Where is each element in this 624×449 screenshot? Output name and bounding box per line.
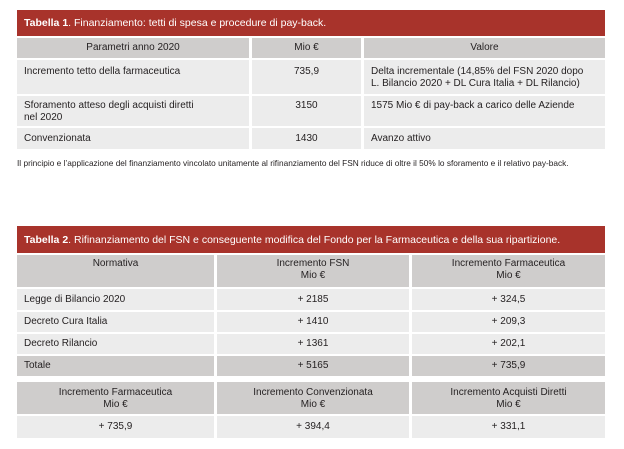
table-2-total-row bbox=[17, 354, 605, 376]
table-1-cell-mio: 3150 bbox=[249, 96, 361, 126]
table-2 bbox=[17, 226, 605, 376]
table-2-cell-farm: + 202,1 bbox=[409, 334, 605, 354]
breakdown-header-farm-unit: Mio € bbox=[103, 399, 128, 410]
table-1-title bbox=[17, 10, 605, 36]
breakdown-header-diretti-unit: Mio € bbox=[496, 399, 521, 410]
table-2-header-farm-unit: Mio € bbox=[496, 270, 521, 281]
table-1-title-bold: Tabella 1 bbox=[24, 17, 69, 29]
breakdown-header-conv-unit: Mio € bbox=[300, 399, 326, 410]
table-2-title bbox=[17, 226, 605, 253]
table-2-cell-norm: Decreto Rilancio bbox=[17, 334, 214, 354]
table-2-title-bold: Tabella 2 bbox=[24, 234, 69, 246]
table-2-cell-fsn: + 1410 bbox=[214, 312, 409, 332]
table-2-breakdown-header bbox=[17, 382, 605, 414]
breakdown-header-diretti-label: Incremento Acquisti Diretti bbox=[450, 387, 567, 398]
table-2-header-farm bbox=[409, 255, 605, 287]
table-2-header-farm-label: Incremento Farmaceutica bbox=[451, 258, 566, 269]
table-1-header-param: Parametri anno 2020 bbox=[17, 38, 249, 58]
table-row bbox=[17, 287, 605, 310]
table-1-cell-param bbox=[17, 96, 249, 126]
table-2-header-normativa-label: Normativa bbox=[92, 258, 139, 269]
table-1-cell-valore-line2: L. Bilancio 2020 + DL Cura Italia + DL Rilancio) bbox=[371, 78, 580, 89]
table-2-header-normativa bbox=[17, 255, 214, 287]
table-2-header-fsn bbox=[214, 255, 409, 287]
table-2-cell-fsn: + 1361 bbox=[214, 334, 409, 354]
table-1-cell-param-line1: Sforamento atteso degli acquisti diretti bbox=[24, 100, 194, 111]
table-row bbox=[17, 310, 605, 332]
table-1-cell-valore bbox=[361, 60, 605, 94]
table-1-cell-param: Convenzionata bbox=[17, 128, 249, 149]
table-1 bbox=[17, 10, 605, 149]
table-2-breakdown bbox=[17, 382, 605, 438]
table-2-total-label: Totale bbox=[17, 356, 214, 376]
breakdown-header-conv bbox=[214, 382, 409, 414]
breakdown-header-diretti bbox=[409, 382, 605, 414]
breakdown-value-diretti: + 331,1 bbox=[409, 416, 605, 438]
breakdown-value-conv: + 394,4 bbox=[214, 416, 409, 438]
table-row bbox=[17, 58, 605, 94]
table-2-cell-norm: Legge di Bilancio 2020 bbox=[17, 289, 214, 310]
table-2-header-fsn-label: Incremento FSN bbox=[276, 258, 350, 269]
table-1-cell-valore: 1575 Mio € di pay-back a carico delle Aziende bbox=[361, 96, 605, 126]
table-2-cell-norm: Decreto Cura Italia bbox=[17, 312, 214, 332]
table-1-note: Il principio e l’applicazione del finanziamento vincolato unitamente al rifinanziamento del FSN riduce di oltre il 50% lo sforamento e il relativo pay-back. bbox=[17, 158, 569, 168]
table-row bbox=[17, 94, 605, 126]
table-1-header bbox=[17, 36, 605, 58]
table-2-header bbox=[17, 253, 605, 287]
table-2-total-farm: + 735,9 bbox=[409, 356, 605, 376]
table-2-cell-fsn: + 2185 bbox=[214, 289, 409, 310]
table-2-header-fsn-unit: Mio € bbox=[300, 270, 326, 281]
table-1-cell-valore: Avanzo attivo bbox=[361, 128, 605, 149]
breakdown-header-farm bbox=[17, 382, 214, 414]
table-1-cell-mio: 735,9 bbox=[249, 60, 361, 94]
table-2-title-text: . Rifinanziamento del FSN e conseguente modifica del Fondo per la Farmaceutica e della sua ripartizione. bbox=[68, 234, 561, 246]
table-row bbox=[17, 126, 605, 149]
table-2-cell-farm: + 209,3 bbox=[409, 312, 605, 332]
table-1-cell-valore-line1: Delta incrementale (14,85% del FSN 2020 dopo bbox=[371, 66, 584, 77]
breakdown-header-farm-label: Incremento Farmaceutica bbox=[58, 387, 173, 398]
table-1-cell-mio: 1430 bbox=[249, 128, 361, 149]
table-1-title-text: . Finanziamento: tetti di spesa e procedure di pay-back. bbox=[68, 17, 327, 29]
table-1-header-mio: Mio € bbox=[249, 38, 361, 58]
table-2-cell-farm: + 324,5 bbox=[409, 289, 605, 310]
breakdown-header-conv-label: Incremento Convenzionata bbox=[253, 387, 373, 398]
table-1-cell-param-line2: nel 2020 bbox=[24, 112, 63, 123]
table-row bbox=[17, 414, 605, 438]
table-2-total-fsn: + 5165 bbox=[214, 356, 409, 376]
table-row bbox=[17, 332, 605, 354]
breakdown-value-farm: + 735,9 bbox=[17, 416, 214, 438]
table-1-header-valore: Valore bbox=[361, 38, 605, 58]
table-1-cell-param: Incremento tetto della farmaceutica bbox=[17, 60, 249, 94]
